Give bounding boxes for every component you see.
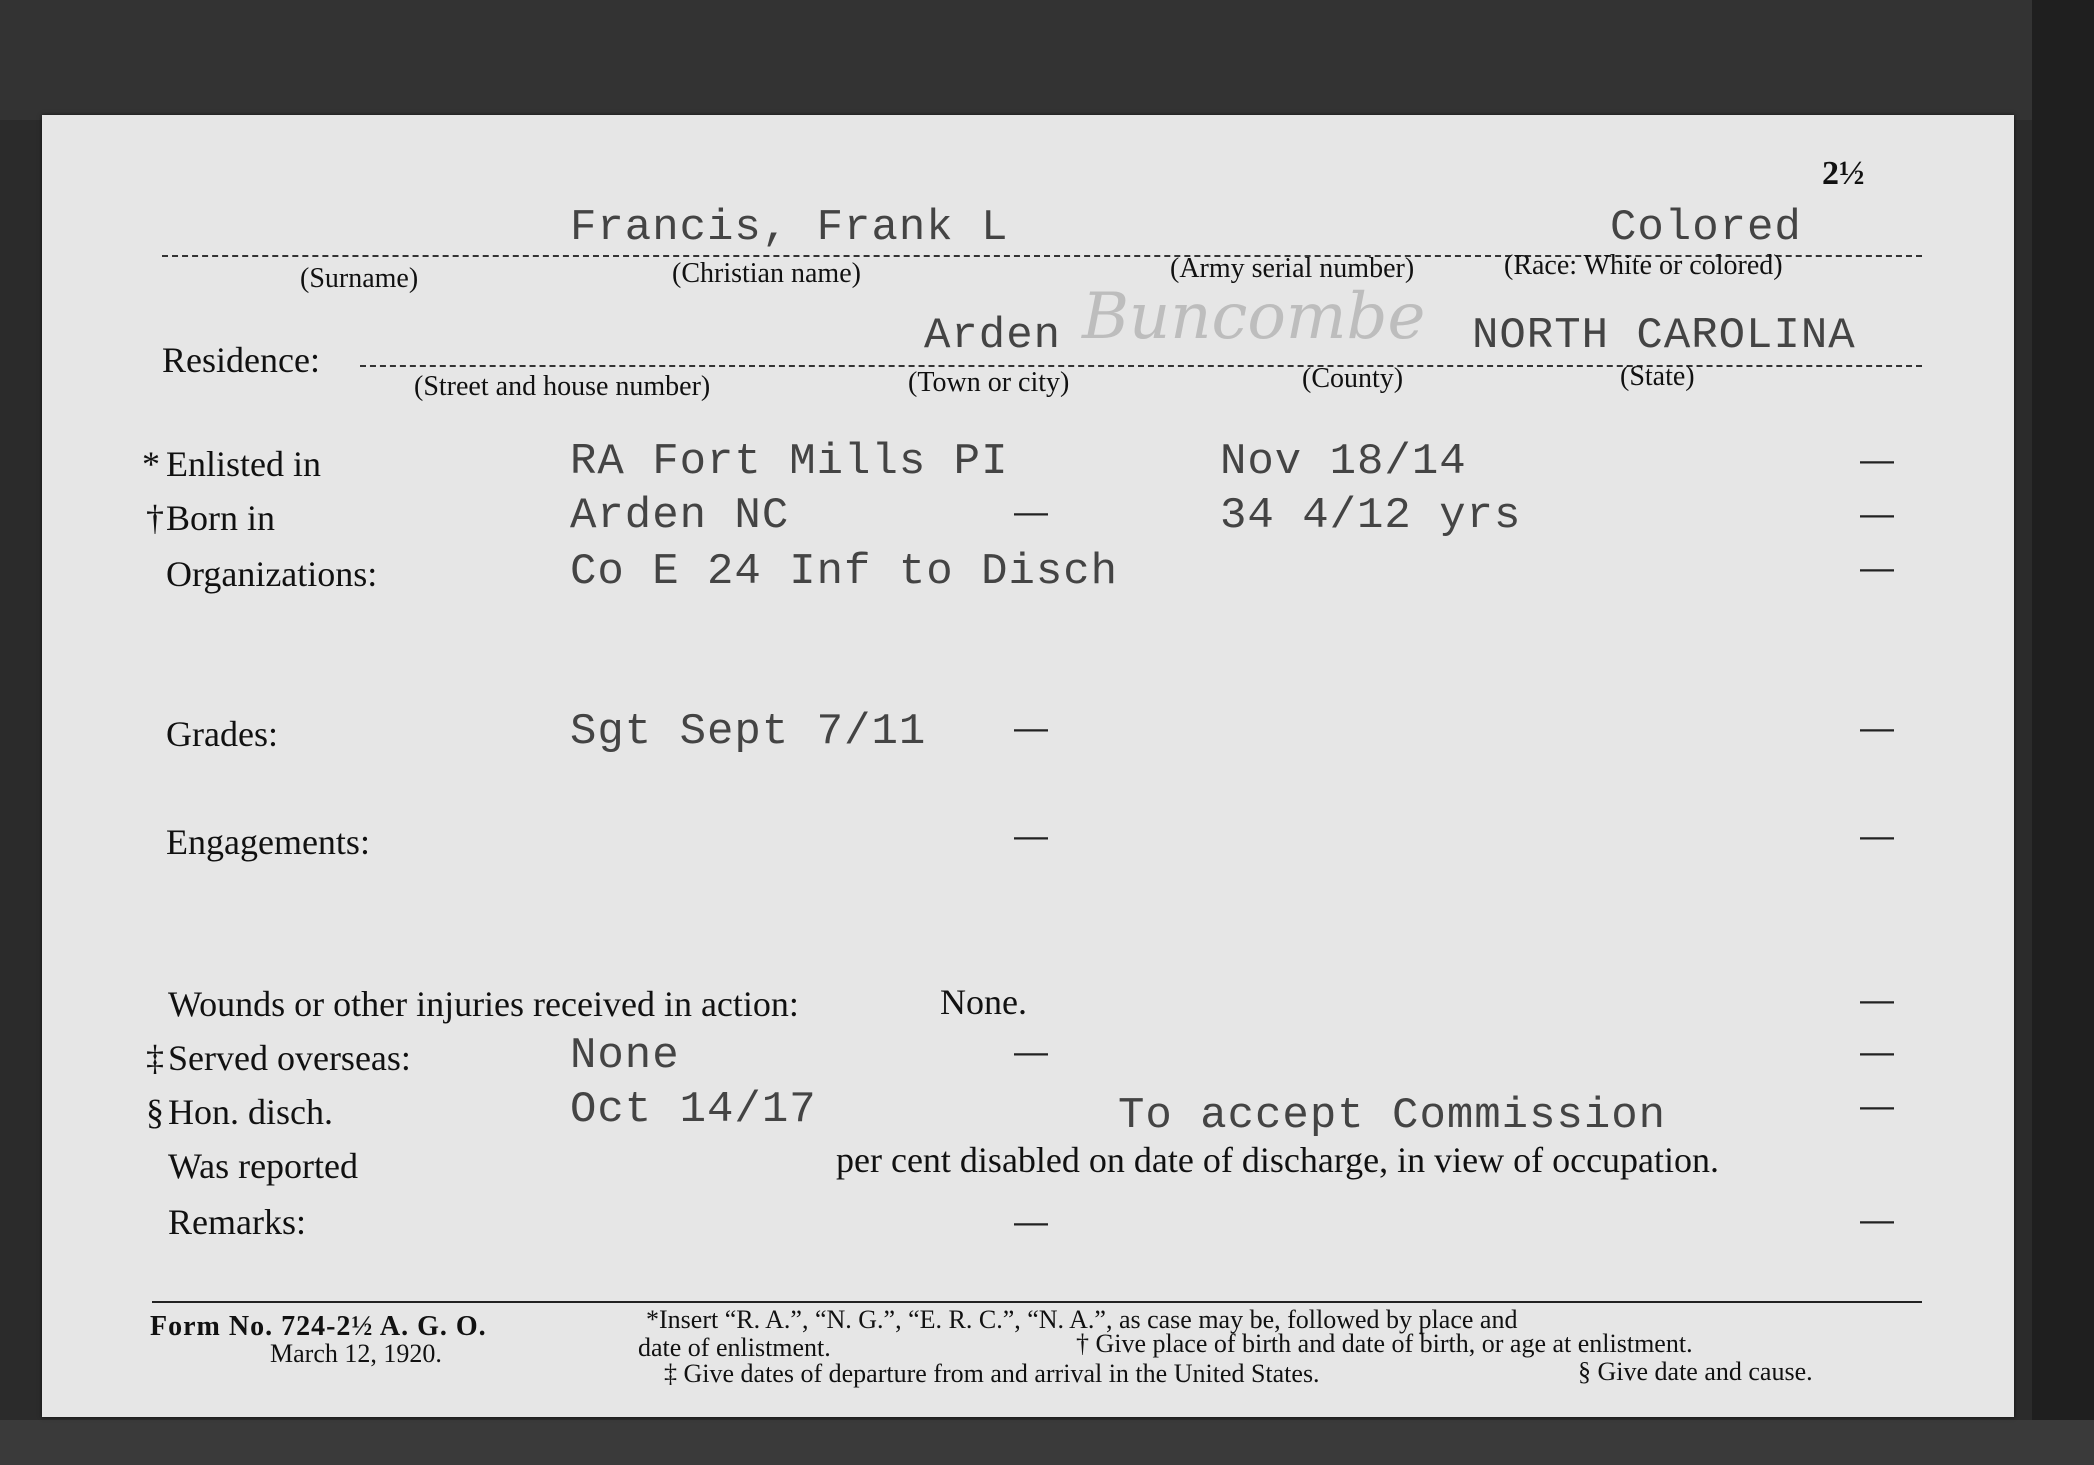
corner-number: 2½ <box>1822 155 1865 192</box>
grades-label: Grades: <box>166 714 278 754</box>
residence-county-handwritten: Buncombe <box>1082 280 1426 354</box>
caption-town: (Town or city) <box>908 367 1070 398</box>
born-marker: † <box>146 498 164 538</box>
grades-mid-dash: — <box>1014 709 1048 747</box>
footnote-born: † Give place of birth and date of birth, or age at enlistment. <box>1076 1329 1693 1358</box>
born-age: 34 4/12 yrs <box>1220 491 1522 541</box>
footnote-discharge: § Give date and cause. <box>1578 1357 1813 1386</box>
caption-serial-number: (Army serial number) <box>1170 253 1415 284</box>
discharge-date: Oct 14/17 <box>570 1085 817 1135</box>
footnote-overseas: ‡ Give dates of departure from and arrival in the United States. <box>664 1359 1320 1388</box>
born-label: Born in <box>166 498 276 538</box>
residence-town: Arden <box>924 311 1062 361</box>
overseas-value: None <box>570 1031 680 1081</box>
organizations-dash: — <box>1860 549 1894 587</box>
engagements-dash: — <box>1860 817 1894 855</box>
engagements-mid-dash: — <box>1014 817 1048 855</box>
caption-surname: (Surname) <box>300 263 419 294</box>
enlisted-dash: — <box>1860 441 1894 479</box>
overseas-dash: — <box>1860 1033 1894 1071</box>
wounds-value: None. <box>940 982 1027 1022</box>
overseas-marker: ‡ <box>146 1038 164 1078</box>
surname-christian-value: Francis, Frank L <box>570 203 1009 253</box>
residence-state: NORTH CAROLINA <box>1472 311 1856 361</box>
background-right <box>2032 0 2094 1465</box>
grades-value: Sgt Sept 7/11 <box>570 707 927 757</box>
discharge-marker: § <box>146 1092 164 1132</box>
enlisted-label: Enlisted in <box>166 444 321 484</box>
remarks-label: Remarks: <box>168 1202 306 1242</box>
born-value: Arden NC <box>570 491 790 541</box>
caption-county: (County) <box>1302 363 1404 394</box>
wounds-dash: — <box>1860 981 1894 1019</box>
residence-label: Residence: <box>162 340 320 380</box>
organizations-label: Organizations: <box>166 554 378 594</box>
form-number: Form No. 724-2½ A. G. O. <box>150 1311 487 1342</box>
enlisted-value: RA Fort Mills PI <box>570 437 1009 487</box>
caption-christian-name: (Christian name) <box>672 258 861 289</box>
overseas-label: Served overseas: <box>168 1038 411 1078</box>
caption-race: (Race: White or colored) <box>1504 250 1783 281</box>
engagements-label: Engagements: <box>166 822 370 862</box>
background-bottom <box>0 1420 2094 1465</box>
footnote-enlisted-a: *Insert “R. A.”, “N. G.”, “E. R. C.”, “N. A.”, as case may be, followed by place and <box>646 1305 1518 1334</box>
discharge-cause: To accept Commission <box>1118 1091 1667 1141</box>
form-date: March 12, 1920. <box>270 1339 442 1368</box>
discharge-label: Hon. disch. <box>168 1092 333 1132</box>
enlisted-date: Nov 18/14 <box>1220 437 1467 487</box>
reported-label: Was reported <box>168 1146 359 1186</box>
born-mid-dash: — <box>1014 493 1048 531</box>
discharge-dash: — <box>1860 1087 1894 1125</box>
organizations-value: Co E 24 Inf to Disch <box>570 547 1119 597</box>
grades-dash: — <box>1860 709 1894 747</box>
footnote-enlisted-b: date of enlistment. <box>638 1333 831 1362</box>
race-value: Colored <box>1610 203 1802 253</box>
remarks-mid-dash: — <box>1014 1203 1048 1241</box>
overseas-mid-dash: — <box>1014 1033 1048 1071</box>
footer-rule <box>152 1301 1922 1303</box>
wounds-label: Wounds or other injuries received in action: <box>168 984 799 1024</box>
remarks-dash: — <box>1860 1201 1894 1239</box>
caption-street: (Street and house number) <box>414 371 711 402</box>
caption-state: (State) <box>1620 361 1695 392</box>
reported-text: per cent disabled on date of discharge, in view of occupation. <box>836 1140 1720 1180</box>
enlisted-marker: * <box>142 444 160 484</box>
background-top <box>0 0 2094 120</box>
born-dash: — <box>1860 495 1894 533</box>
service-record-card <box>42 115 2014 1417</box>
